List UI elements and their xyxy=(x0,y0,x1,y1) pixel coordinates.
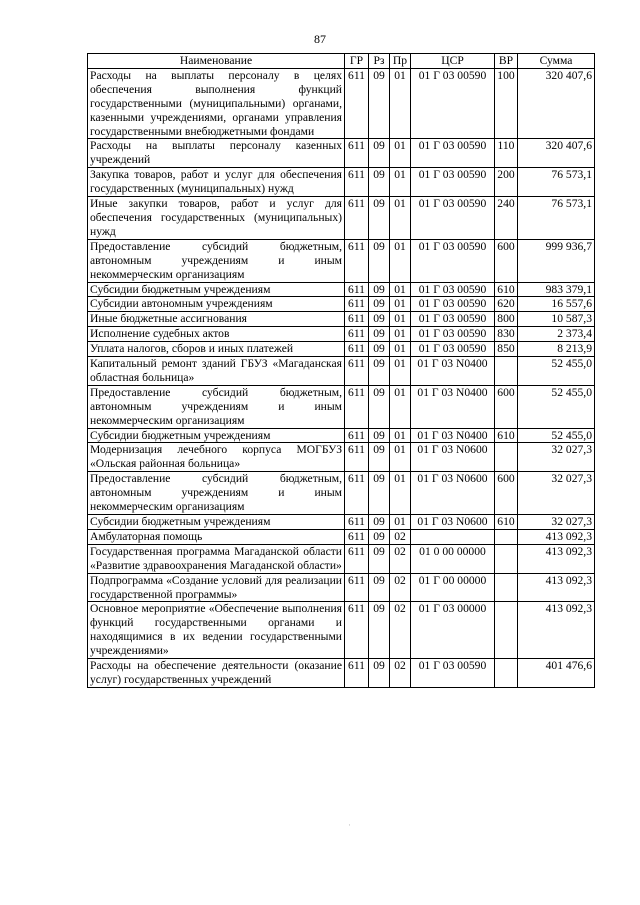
table-row xyxy=(88,428,595,443)
cell-csr: 01 Г 03 00590 xyxy=(411,239,495,282)
cell-rz: 09 xyxy=(369,659,390,688)
cell-gr: 611 xyxy=(345,139,369,168)
cell-gr: 611 xyxy=(345,197,369,240)
cell-pr: 02 xyxy=(390,529,411,544)
cell-rz: 09 xyxy=(369,297,390,312)
table-body xyxy=(88,68,595,687)
cell-vr: 800 xyxy=(495,312,518,327)
cell-sum: 413 092,3 xyxy=(518,573,595,602)
table-row xyxy=(88,573,595,602)
cell-gr: 611 xyxy=(345,239,369,282)
cell-rz: 09 xyxy=(369,312,390,327)
cell-vr: 200 xyxy=(495,168,518,197)
cell-csr: 01 Г 03 00590 xyxy=(411,312,495,327)
cell-sum: 16 557,6 xyxy=(518,297,595,312)
cell-csr: 01 Г 00 00000 xyxy=(411,573,495,602)
cell-pr: 02 xyxy=(390,573,411,602)
cell-vr xyxy=(495,659,518,688)
column-header-gr: ГР xyxy=(345,54,369,69)
cell-pr: 02 xyxy=(390,659,411,688)
cell-rz: 09 xyxy=(369,327,390,342)
cell-sum: 32 027,3 xyxy=(518,515,595,530)
cell-name: Субсидии бюджетным учреждениям xyxy=(88,515,345,530)
cell-rz: 09 xyxy=(369,197,390,240)
cell-pr: 01 xyxy=(390,515,411,530)
cell-csr: 01 Г 03 00590 xyxy=(411,168,495,197)
cell-csr xyxy=(411,529,495,544)
cell-sum: 413 092,3 xyxy=(518,544,595,573)
cell-vr: 600 xyxy=(495,239,518,282)
cell-name: Расходы на выплаты персоналу в целях обеспечения выполнения функций государственными (муниципальными) органами, казенными учреждениями, органами управления государственными внебюджетными фондами xyxy=(88,68,345,139)
cell-gr: 611 xyxy=(345,573,369,602)
cell-pr: 01 xyxy=(390,239,411,282)
cell-name: Подпрограмма «Создание условий для реализации государственной программы» xyxy=(88,573,345,602)
cell-csr: 01 Г 03 00590 xyxy=(411,342,495,357)
column-header-csr: ЦСР xyxy=(411,54,495,69)
cell-gr: 611 xyxy=(345,602,369,659)
table-row xyxy=(88,282,595,297)
table-row xyxy=(88,443,595,472)
cell-gr: 611 xyxy=(345,357,369,386)
cell-pr: 01 xyxy=(390,282,411,297)
scan-speck: · xyxy=(348,820,351,830)
cell-csr: 01 Г 03 N0400 xyxy=(411,357,495,386)
cell-rz: 09 xyxy=(369,282,390,297)
table-row xyxy=(88,357,595,386)
cell-name: Расходы на выплаты персоналу казенных учреждений xyxy=(88,139,345,168)
cell-vr: 830 xyxy=(495,327,518,342)
cell-name: Капитальный ремонт зданий ГБУЗ «Магаданская областная больница» xyxy=(88,357,345,386)
table-row xyxy=(88,529,595,544)
cell-csr: 01 Г 03 00590 xyxy=(411,197,495,240)
cell-pr: 01 xyxy=(390,312,411,327)
cell-gr: 611 xyxy=(345,297,369,312)
table-row xyxy=(88,544,595,573)
cell-gr: 611 xyxy=(345,529,369,544)
cell-pr: 01 xyxy=(390,68,411,139)
cell-rz: 09 xyxy=(369,428,390,443)
cell-rz: 09 xyxy=(369,239,390,282)
cell-gr: 611 xyxy=(345,327,369,342)
cell-pr: 01 xyxy=(390,472,411,515)
cell-vr: 850 xyxy=(495,342,518,357)
cell-csr: 01 Г 03 N0600 xyxy=(411,515,495,530)
cell-sum: 52 455,0 xyxy=(518,428,595,443)
budget-table xyxy=(87,53,595,688)
cell-csr: 01 Г 03 00590 xyxy=(411,297,495,312)
column-header-sum: Сумма xyxy=(518,54,595,69)
cell-rz: 09 xyxy=(369,357,390,386)
cell-vr xyxy=(495,443,518,472)
cell-name: Основное мероприятие «Обеспечение выполнения функций государственными органами и находящимися в их ведении государственными учреждениями» xyxy=(88,602,345,659)
cell-rz: 09 xyxy=(369,68,390,139)
cell-gr: 611 xyxy=(345,428,369,443)
cell-rz: 09 xyxy=(369,515,390,530)
cell-name: Уплата налогов, сборов и иных платежей xyxy=(88,342,345,357)
cell-vr xyxy=(495,529,518,544)
cell-csr: 01 0 00 00000 xyxy=(411,544,495,573)
cell-pr: 01 xyxy=(390,168,411,197)
cell-rz: 09 xyxy=(369,544,390,573)
cell-sum: 983 379,1 xyxy=(518,282,595,297)
cell-sum: 76 573,1 xyxy=(518,197,595,240)
table-row xyxy=(88,312,595,327)
cell-vr: 610 xyxy=(495,282,518,297)
cell-name: Расходы на обеспечение деятельности (оказание услуг) государственных учреждений xyxy=(88,659,345,688)
cell-gr: 611 xyxy=(345,443,369,472)
cell-vr: 620 xyxy=(495,297,518,312)
cell-pr: 01 xyxy=(390,357,411,386)
table-row xyxy=(88,385,595,428)
cell-vr xyxy=(495,602,518,659)
cell-sum: 413 092,3 xyxy=(518,529,595,544)
cell-csr: 01 Г 03 00590 xyxy=(411,327,495,342)
cell-gr: 611 xyxy=(345,282,369,297)
cell-csr: 01 Г 03 00590 xyxy=(411,139,495,168)
cell-pr: 01 xyxy=(390,385,411,428)
cell-rz: 09 xyxy=(369,602,390,659)
cell-sum: 401 476,6 xyxy=(518,659,595,688)
cell-pr: 01 xyxy=(390,327,411,342)
cell-name: Предоставление субсидий бюджетным, автономным учреждениям и иным некоммерческим организациям xyxy=(88,239,345,282)
cell-rz: 09 xyxy=(369,443,390,472)
cell-rz: 09 xyxy=(369,385,390,428)
cell-gr: 611 xyxy=(345,68,369,139)
column-header-vr: ВР xyxy=(495,54,518,69)
table-row xyxy=(88,515,595,530)
cell-name: Предоставление субсидий бюджетным, автономным учреждениям и иным некоммерческим организациям xyxy=(88,472,345,515)
column-header-rz: Рз xyxy=(369,54,390,69)
cell-gr: 611 xyxy=(345,659,369,688)
cell-sum: 76 573,1 xyxy=(518,168,595,197)
cell-csr: 01 Г 03 00590 xyxy=(411,659,495,688)
cell-rz: 09 xyxy=(369,342,390,357)
cell-vr: 600 xyxy=(495,472,518,515)
cell-gr: 611 xyxy=(345,544,369,573)
cell-rz: 09 xyxy=(369,139,390,168)
cell-csr: 01 Г 03 00590 xyxy=(411,68,495,139)
table-row xyxy=(88,197,595,240)
cell-vr: 610 xyxy=(495,515,518,530)
cell-vr: 610 xyxy=(495,428,518,443)
cell-csr: 01 Г 03 N0600 xyxy=(411,443,495,472)
table-header-row xyxy=(88,54,595,69)
cell-gr: 611 xyxy=(345,472,369,515)
cell-sum: 2 373,4 xyxy=(518,327,595,342)
cell-pr: 02 xyxy=(390,544,411,573)
cell-name: Амбулаторная помощь xyxy=(88,529,345,544)
cell-sum: 8 213,9 xyxy=(518,342,595,357)
table-row xyxy=(88,68,595,139)
cell-gr: 611 xyxy=(345,312,369,327)
column-header-name: Наименование xyxy=(88,54,345,69)
cell-sum: 32 027,3 xyxy=(518,443,595,472)
page-number: 87 xyxy=(314,32,326,46)
cell-name: Исполнение судебных актов xyxy=(88,327,345,342)
cell-vr: 100 xyxy=(495,68,518,139)
cell-pr: 01 xyxy=(390,342,411,357)
cell-pr: 01 xyxy=(390,139,411,168)
cell-sum: 10 587,3 xyxy=(518,312,595,327)
cell-name: Государственная программа Магаданской области «Развитие здравоохранения Магаданской области» xyxy=(88,544,345,573)
cell-rz: 09 xyxy=(369,168,390,197)
cell-sum: 52 455,0 xyxy=(518,357,595,386)
cell-name: Иные закупки товаров, работ и услуг для обеспечения государственных (муниципальных) нужд xyxy=(88,197,345,240)
cell-name: Субсидии бюджетным учреждениям xyxy=(88,428,345,443)
cell-vr xyxy=(495,357,518,386)
cell-vr: 110 xyxy=(495,139,518,168)
cell-pr: 01 xyxy=(390,297,411,312)
cell-gr: 611 xyxy=(345,342,369,357)
table-row xyxy=(88,239,595,282)
cell-name: Предоставление субсидий бюджетным, автономным учреждениям и иным некоммерческим организациям xyxy=(88,385,345,428)
cell-csr: 01 Г 03 N0600 xyxy=(411,472,495,515)
cell-name: Субсидии бюджетным учреждениям xyxy=(88,282,345,297)
cell-vr xyxy=(495,544,518,573)
cell-rz: 09 xyxy=(369,472,390,515)
cell-sum: 413 092,3 xyxy=(518,602,595,659)
cell-gr: 611 xyxy=(345,168,369,197)
cell-name: Субсидии автономным учреждениям xyxy=(88,297,345,312)
cell-rz: 09 xyxy=(369,529,390,544)
cell-pr: 01 xyxy=(390,428,411,443)
cell-sum: 52 455,0 xyxy=(518,385,595,428)
cell-vr xyxy=(495,573,518,602)
cell-csr: 01 Г 03 00590 xyxy=(411,282,495,297)
cell-pr: 01 xyxy=(390,197,411,240)
cell-rz: 09 xyxy=(369,573,390,602)
cell-csr: 01 Г 03 00000 xyxy=(411,602,495,659)
column-header-pr: Пр xyxy=(390,54,411,69)
cell-vr: 240 xyxy=(495,197,518,240)
cell-sum: 320 407,6 xyxy=(518,139,595,168)
cell-pr: 01 xyxy=(390,443,411,472)
cell-vr: 600 xyxy=(495,385,518,428)
table-row xyxy=(88,327,595,342)
cell-sum: 32 027,3 xyxy=(518,472,595,515)
cell-sum: 999 936,7 xyxy=(518,239,595,282)
cell-gr: 611 xyxy=(345,515,369,530)
cell-csr: 01 Г 03 N0400 xyxy=(411,428,495,443)
cell-name: Модернизация лечебного корпуса МОГБУЗ «Ольская районная больница» xyxy=(88,443,345,472)
table-row xyxy=(88,139,595,168)
table-row xyxy=(88,297,595,312)
cell-name: Иные бюджетные ассигнования xyxy=(88,312,345,327)
table-row xyxy=(88,602,595,659)
cell-name: Закупка товаров, работ и услуг для обеспечения государственных (муниципальных) нужд xyxy=(88,168,345,197)
table-row xyxy=(88,342,595,357)
cell-sum: 320 407,6 xyxy=(518,68,595,139)
table-row xyxy=(88,168,595,197)
table-row xyxy=(88,472,595,515)
cell-csr: 01 Г 03 N0400 xyxy=(411,385,495,428)
cell-pr: 02 xyxy=(390,602,411,659)
table-row xyxy=(88,659,595,688)
cell-gr: 611 xyxy=(345,385,369,428)
